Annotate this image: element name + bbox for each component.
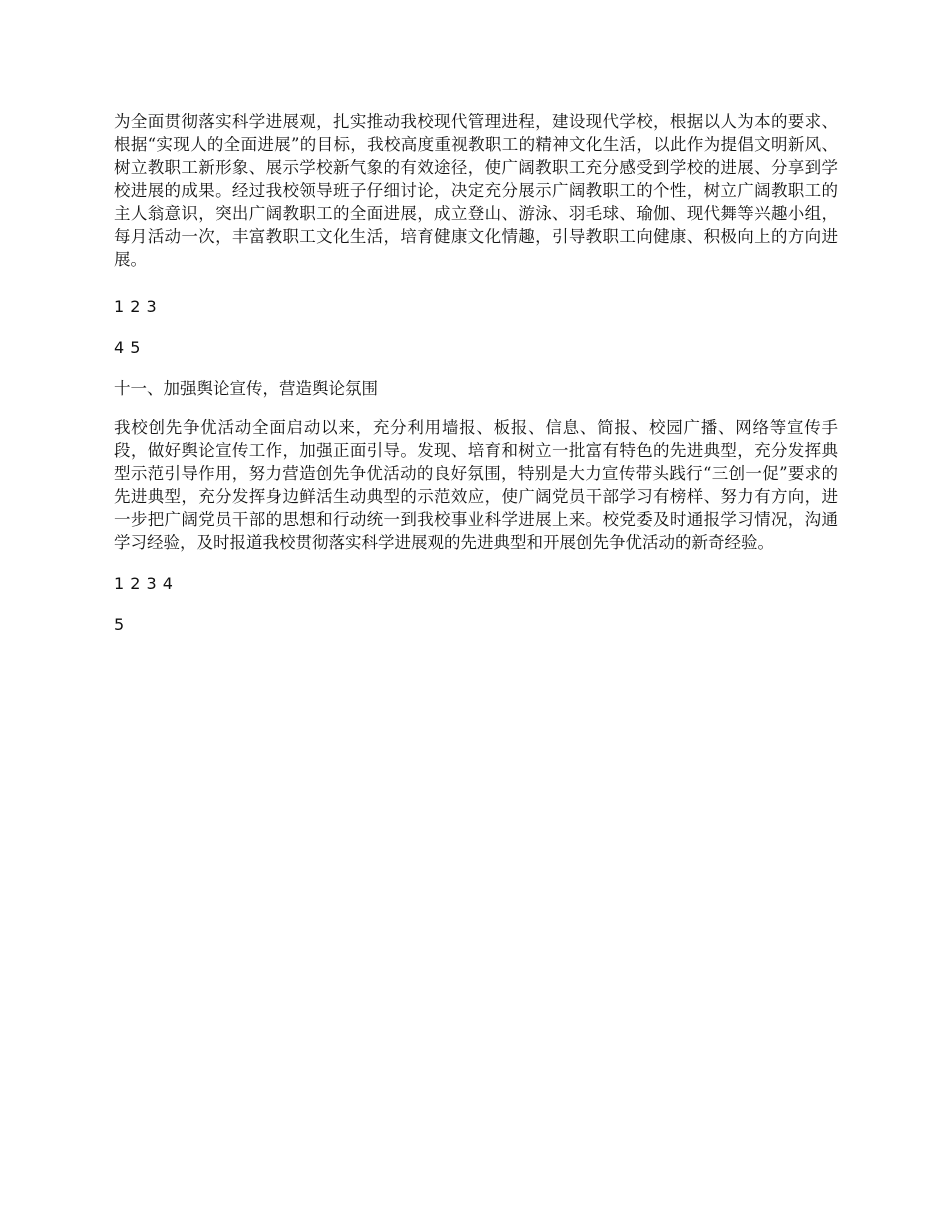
- number-line-2a: 1 2 3 4: [114, 574, 174, 593]
- document-page: [114, 110, 838, 654]
- body-paragraph-1: 为全面贯彻落实科学进展观，扎实推动我校现代管理进程，建设现代学校，根据以人为本的要求、根据“实现人的全面进展”的目标，我校高度重视教职工的精神文化生活，以此作为提倡文明新风、树立教职工新形象、展示学校新气象的有效途径，使广阔教职工充分感受到学校的进展、分享到学校进展的成果。经过我校领导班子仔细讨论，决定充分展示广阔教职工的个性，树立广阔教职工的主人翁意识，突出广阔教职工的全面进展，成立登山、游泳、羽毛球、瑜伽、现代舞等兴趣小组，每月活动一次，丰富教职工文化生活，培育健康文化情趣，引导教职工向健康、积极向上的方向进展。: [114, 112, 838, 269]
- number-line-1a: 1 2 3: [114, 297, 158, 316]
- body-paragraph-2: 我校创先争优活动全面启动以来，充分利用墙报、板报、信息、简报、校园广播、网络等宣传手段，做好舆论宣传工作，加强正面引导。发现、培育和树立一批富有特色的先进典型，充分发挥典型示范引导作用，努力营造创先争优活动的良好氛围，特别是大力宣传带头践行“三创一促”要求的先进典型，充分发挥身边鲜活生动典型的示范效应，使广阔党员干部学习有榜样、努力有方向，进一步把广阔党员干部的思想和行动统一到我校事业科学进展上来。校党委及时通报学习情况，沟通学习经验，及时报道我校贯彻落实科学进展观的先进典型和开展创先争优活动的新奇经验。: [114, 418, 838, 552]
- number-line-2b: 5: [114, 615, 125, 634]
- section-heading: 十一、加强舆论宣传，营造舆论氛围: [114, 379, 378, 398]
- number-line-1b: 4 5: [114, 338, 141, 357]
